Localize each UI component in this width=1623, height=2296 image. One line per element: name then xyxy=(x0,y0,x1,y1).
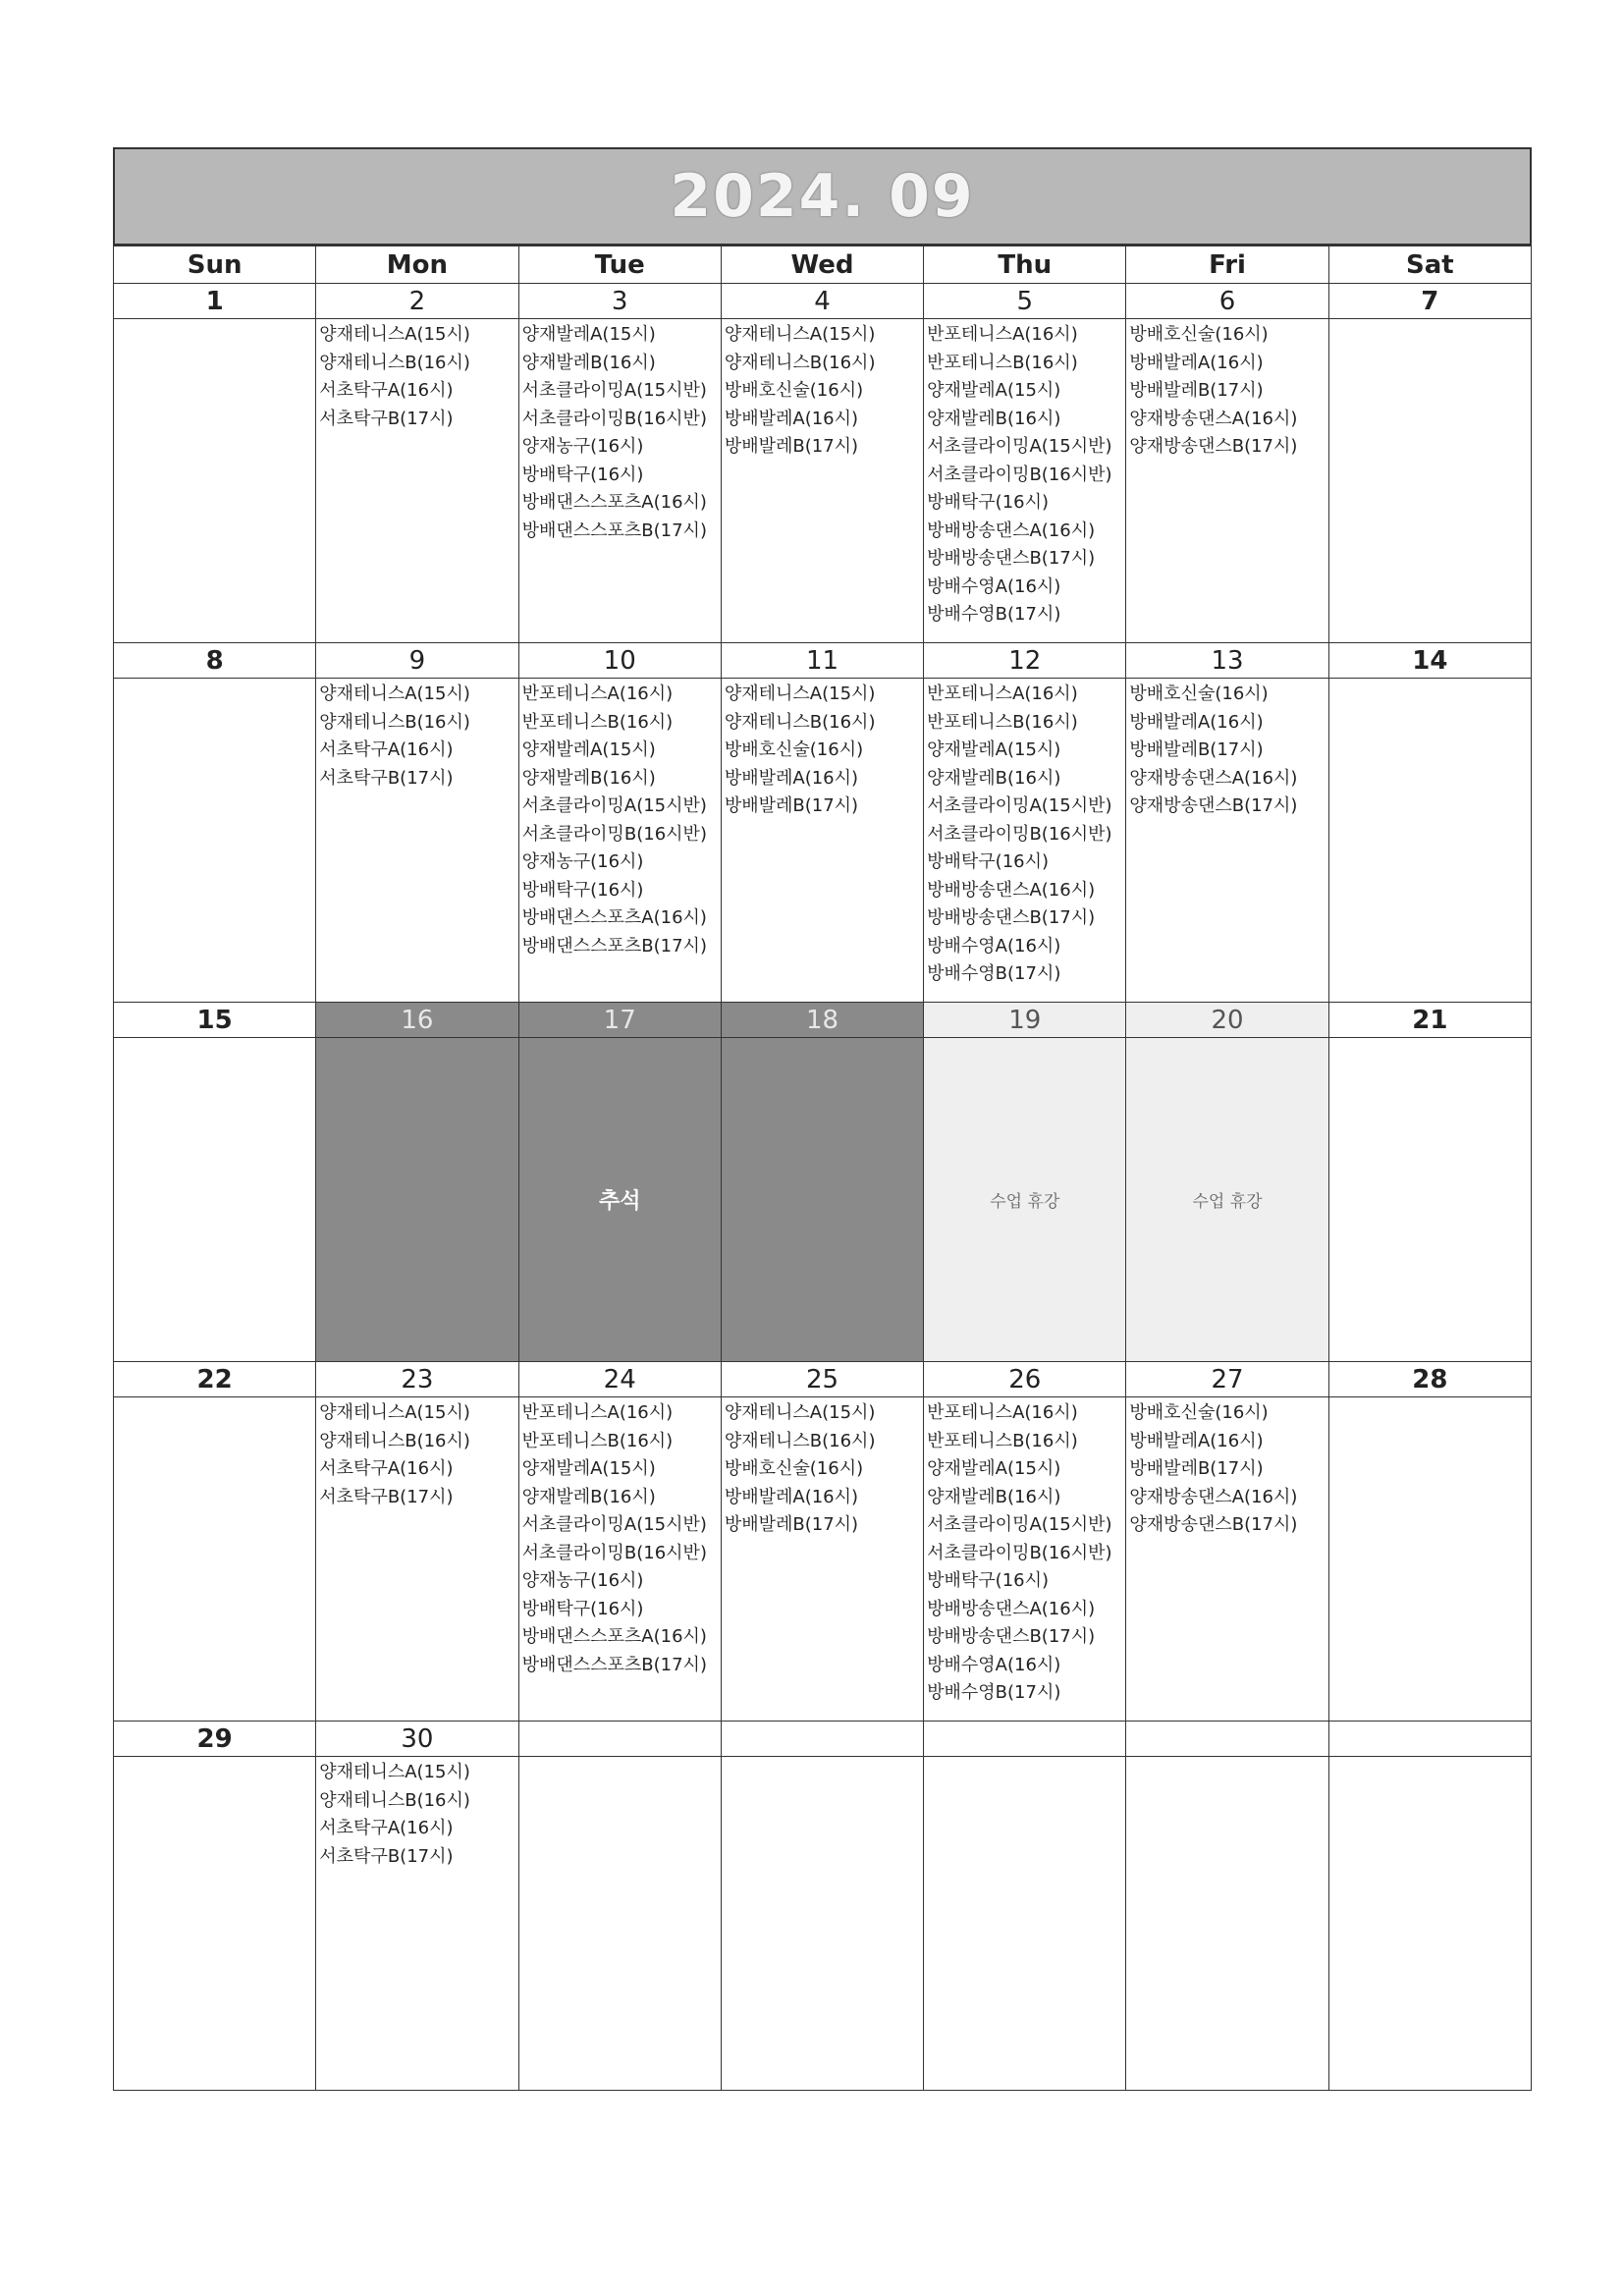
day-cell xyxy=(1126,319,1328,643)
class-item: 방배탁구(16시) xyxy=(521,464,644,485)
day-cell xyxy=(924,1757,1126,2091)
class-item: 양재농구(16시) xyxy=(521,436,644,457)
day-number: 12 xyxy=(924,643,1126,679)
title-bar xyxy=(113,147,1532,246)
class-item: 방배방송댄스B(17시) xyxy=(927,907,1096,928)
class-item: 양재발레A(15시) xyxy=(521,1458,656,1479)
class-item: 서초탁구B(17시) xyxy=(319,767,454,789)
day-number: 29 xyxy=(114,1722,316,1757)
class-item: 방배댄스스포츠B(17시) xyxy=(521,1654,707,1675)
class-item: 양재테니스B(16시) xyxy=(724,1430,876,1451)
class-item: 양재테니스B(16시) xyxy=(724,711,876,733)
day-cell xyxy=(316,1757,518,2091)
class-item: 방배수영A(16시) xyxy=(927,935,1061,957)
class-item: 양재발레B(16시) xyxy=(927,408,1061,429)
day-cell xyxy=(924,679,1126,1003)
day-number: 30 xyxy=(316,1722,518,1757)
class-item: 방배방송댄스A(16시) xyxy=(927,879,1096,901)
class-item: 반포테니스A(16시) xyxy=(927,1402,1078,1423)
class-item: 서초클라이밍A(15시반) xyxy=(927,1514,1112,1535)
class-item: 방배탁구(16시) xyxy=(521,1598,644,1619)
weekday-wed: Wed xyxy=(721,246,923,284)
day-cell xyxy=(1126,1038,1328,1362)
day-number: 24 xyxy=(518,1362,721,1397)
class-item: 방배발레A(16시) xyxy=(1129,352,1264,373)
class-item: 반포테니스B(16시) xyxy=(927,352,1078,373)
day-cell xyxy=(1126,1757,1328,2091)
class-item: 방배발레A(16시) xyxy=(724,408,859,429)
class-item: 방배방송댄스A(16시) xyxy=(927,519,1096,541)
class-item: 반포테니스B(16시) xyxy=(927,711,1078,733)
day-number: 17 xyxy=(518,1003,721,1038)
day-number: 16 xyxy=(316,1003,518,1038)
class-item: 반포테니스A(16시) xyxy=(521,683,674,704)
class-item: 양재방송댄스A(16시) xyxy=(1129,767,1298,789)
class-item: 방배발레B(17시) xyxy=(724,436,859,457)
day-cell xyxy=(518,1397,721,1722)
class-item: 양재테니스B(16시) xyxy=(319,1789,470,1811)
class-item: 방배탁구(16시) xyxy=(521,879,644,901)
day-number xyxy=(924,1722,1126,1757)
day-number: 2 xyxy=(316,284,518,319)
class-item: 방배호신술(16시) xyxy=(724,380,864,401)
class-item: 방배호신술(16시) xyxy=(1129,683,1269,704)
day-cell xyxy=(1328,1397,1531,1722)
class-item: 서초탁구B(17시) xyxy=(319,408,454,429)
class-item: 양재방송댄스B(17시) xyxy=(1129,795,1298,816)
class-item: 서초클라이밍B(16시반) xyxy=(521,823,707,845)
class-item: 서초탁구A(16시) xyxy=(319,739,454,760)
holiday-label: 추석 xyxy=(598,1189,641,1214)
class-item: 양재농구(16시) xyxy=(521,1570,644,1591)
weekday-tue: Tue xyxy=(518,246,721,284)
class-item: 방배탁구(16시) xyxy=(927,851,1050,872)
class-item: 방배호신술(16시) xyxy=(724,1458,864,1479)
week-day-number-row xyxy=(114,284,1532,319)
class-item: 방배수영A(16시) xyxy=(927,1654,1061,1675)
day-cell xyxy=(518,1757,721,2091)
class-item: 반포테니스B(16시) xyxy=(521,711,674,733)
class-item: 양재테니스B(16시) xyxy=(319,711,470,733)
class-item: 서초클라이밍B(16시반) xyxy=(927,1542,1112,1563)
weekday-header-row xyxy=(114,246,1532,284)
class-item: 반포테니스B(16시) xyxy=(521,1430,674,1451)
day-cell xyxy=(924,319,1126,643)
class-item: 방배댄스스포츠B(17시) xyxy=(521,519,707,541)
class-item: 양재테니스A(15시) xyxy=(724,324,876,345)
day-number: 8 xyxy=(114,643,316,679)
class-item: 방배댄스스포츠A(16시) xyxy=(521,492,707,513)
day-cell xyxy=(1328,679,1531,1003)
class-item: 서초탁구A(16시) xyxy=(319,1818,454,1838)
class-item: 방배방송댄스A(16시) xyxy=(927,1598,1096,1619)
class-item: 서초클라이밍B(16시반) xyxy=(521,408,707,429)
class-item: 방배탁구(16시) xyxy=(927,1570,1050,1591)
class-item: 서초클라이밍A(15시반) xyxy=(521,795,707,816)
day-number: 26 xyxy=(924,1362,1126,1397)
day-cell xyxy=(316,1038,518,1362)
day-number: 14 xyxy=(1328,643,1531,679)
day-number xyxy=(1328,1722,1531,1757)
class-item: 양재발레B(16시) xyxy=(521,1486,656,1507)
class-item: 양재발레A(15시) xyxy=(927,739,1061,760)
day-number: 3 xyxy=(518,284,721,319)
day-number: 15 xyxy=(114,1003,316,1038)
day-cell xyxy=(114,319,316,643)
class-item: 서초탁구B(17시) xyxy=(319,1486,454,1507)
class-item: 방배수영B(17시) xyxy=(927,604,1061,625)
class-item: 방배수영B(17시) xyxy=(927,1682,1061,1703)
day-number: 5 xyxy=(924,284,1126,319)
day-number: 28 xyxy=(1328,1362,1531,1397)
day-cell xyxy=(721,679,923,1003)
class-item: 방배발레A(16시) xyxy=(1129,1430,1264,1451)
class-break-label: 수업 휴강 xyxy=(1192,1192,1263,1212)
day-cell xyxy=(1126,679,1328,1003)
class-item: 양재테니스A(15시) xyxy=(319,1402,470,1423)
day-number xyxy=(721,1722,923,1757)
class-item: 서초탁구A(16시) xyxy=(319,1458,454,1479)
week-classes-row xyxy=(114,1397,1532,1722)
class-item: 양재발레A(15시) xyxy=(521,324,656,345)
class-item: 양재발레B(16시) xyxy=(521,352,656,373)
day-number: 4 xyxy=(721,284,923,319)
day-number: 7 xyxy=(1328,284,1531,319)
class-item: 방배발레A(16시) xyxy=(1129,711,1264,733)
class-item: 반포테니스A(16시) xyxy=(927,324,1078,345)
class-item: 양재방송댄스B(17시) xyxy=(1129,1514,1298,1535)
class-item: 양재발레A(15시) xyxy=(927,380,1061,401)
class-item: 서초클라이밍B(16시반) xyxy=(927,464,1112,485)
day-cell xyxy=(721,1397,923,1722)
day-cell xyxy=(316,319,518,643)
day-number: 10 xyxy=(518,643,721,679)
day-cell xyxy=(1328,319,1531,643)
class-item: 서초클라이밍A(15시반) xyxy=(927,795,1112,816)
class-item: 방배댄스스포츠B(17시) xyxy=(521,935,707,957)
class-item: 방배발레B(17시) xyxy=(724,795,859,816)
class-item: 양재농구(16시) xyxy=(521,851,644,872)
class-item: 서초클라이밍B(16시반) xyxy=(521,1542,707,1563)
class-item: 방배발레B(17시) xyxy=(724,1514,859,1535)
class-item: 방배발레A(16시) xyxy=(724,1486,859,1507)
day-cell xyxy=(518,319,721,643)
day-cell xyxy=(114,1757,316,2091)
day-number: 20 xyxy=(1126,1003,1328,1038)
class-item: 양재발레B(16시) xyxy=(927,767,1061,789)
class-item: 방배호신술(16시) xyxy=(1129,1402,1269,1423)
class-item: 방배탁구(16시) xyxy=(927,492,1050,513)
class-item: 양재테니스A(15시) xyxy=(724,683,876,704)
class-item: 방배발레B(17시) xyxy=(1129,739,1264,760)
day-number: 23 xyxy=(316,1362,518,1397)
class-item: 양재발레A(15시) xyxy=(927,1458,1061,1479)
class-item: 방배발레A(16시) xyxy=(724,767,859,789)
class-item: 양재테니스B(16시) xyxy=(724,352,876,373)
day-cell xyxy=(721,1757,923,2091)
week-classes-row xyxy=(114,1038,1532,1362)
class-item: 서초클라이밍A(15시반) xyxy=(521,380,707,401)
class-item: 양재방송댄스A(16시) xyxy=(1129,1486,1298,1507)
class-item: 양재테니스A(15시) xyxy=(319,683,470,704)
week-day-number-row xyxy=(114,1003,1532,1038)
day-cell xyxy=(518,679,721,1003)
class-item: 서초클라이밍B(16시반) xyxy=(927,823,1112,845)
day-cell xyxy=(316,1397,518,1722)
weekday-sun: Sun xyxy=(114,246,316,284)
class-item: 방배방송댄스B(17시) xyxy=(927,548,1096,569)
class-item: 방배댄스스포츠A(16시) xyxy=(521,1626,707,1647)
class-item: 양재발레A(15시) xyxy=(521,739,656,760)
week-day-number-row xyxy=(114,1722,1532,1757)
day-number: 18 xyxy=(721,1003,923,1038)
calendar-grid xyxy=(113,246,1532,2091)
day-number: 25 xyxy=(721,1362,923,1397)
class-item: 방배방송댄스B(17시) xyxy=(927,1626,1096,1647)
weekday-thu: Thu xyxy=(924,246,1126,284)
day-number xyxy=(518,1722,721,1757)
weekday-mon: Mon xyxy=(316,246,518,284)
weekday-fri: Fri xyxy=(1126,246,1328,284)
class-item: 방배발레B(17시) xyxy=(1129,380,1264,401)
class-item: 양재테니스B(16시) xyxy=(319,1430,470,1451)
day-cell xyxy=(316,679,518,1003)
class-item: 서초탁구A(16시) xyxy=(319,380,454,401)
class-item: 양재방송댄스A(16시) xyxy=(1129,408,1298,429)
class-item: 방배호신술(16시) xyxy=(724,739,864,760)
day-cell xyxy=(518,1038,721,1362)
class-item: 반포테니스A(16시) xyxy=(521,1402,674,1423)
day-cell xyxy=(114,1397,316,1722)
day-number: 27 xyxy=(1126,1362,1328,1397)
day-cell xyxy=(924,1038,1126,1362)
day-cell xyxy=(1126,1397,1328,1722)
day-number: 11 xyxy=(721,643,923,679)
class-item: 방배발레B(17시) xyxy=(1129,1458,1264,1479)
day-cell xyxy=(1328,1038,1531,1362)
class-item: 방배댄스스포츠A(16시) xyxy=(521,907,707,928)
class-item: 방배호신술(16시) xyxy=(1129,324,1269,345)
class-item: 서초클라이밍A(15시반) xyxy=(521,1514,707,1535)
day-number: 6 xyxy=(1126,284,1328,319)
class-item: 양재발레B(16시) xyxy=(927,1486,1061,1507)
day-number: 19 xyxy=(924,1003,1126,1038)
class-item: 반포테니스B(16시) xyxy=(927,1430,1078,1451)
day-cell xyxy=(114,1038,316,1362)
day-cell xyxy=(721,319,923,643)
day-cell xyxy=(114,679,316,1003)
day-number: 22 xyxy=(114,1362,316,1397)
class-item: 서초클라이밍A(15시반) xyxy=(927,436,1112,457)
calendar xyxy=(113,147,1532,2091)
week-classes-row xyxy=(114,1757,1532,2091)
calendar-title: 2024. 09 xyxy=(670,162,975,231)
day-number xyxy=(1126,1722,1328,1757)
week-day-number-row xyxy=(114,1362,1532,1397)
week-classes-row xyxy=(114,679,1532,1003)
class-item: 방배수영A(16시) xyxy=(927,575,1061,597)
class-item: 양재테니스A(15시) xyxy=(724,1402,876,1423)
day-number: 1 xyxy=(114,284,316,319)
class-item: 반포테니스A(16시) xyxy=(927,683,1078,704)
day-cell xyxy=(721,1038,923,1362)
class-item: 양재테니스A(15시) xyxy=(319,1762,470,1782)
day-number: 13 xyxy=(1126,643,1328,679)
class-item: 양재발레B(16시) xyxy=(521,767,656,789)
class-item: 양재테니스A(15시) xyxy=(319,324,470,345)
day-number: 9 xyxy=(316,643,518,679)
class-item: 서초탁구B(17시) xyxy=(319,1845,454,1867)
class-item: 양재방송댄스B(17시) xyxy=(1129,436,1298,457)
class-item: 방배수영B(17시) xyxy=(927,963,1061,984)
day-cell xyxy=(1328,1757,1531,2091)
day-number: 21 xyxy=(1328,1003,1531,1038)
class-item: 양재테니스B(16시) xyxy=(319,352,470,373)
weekday-sat: Sat xyxy=(1328,246,1531,284)
week-day-number-row xyxy=(114,643,1532,679)
week-classes-row xyxy=(114,319,1532,643)
class-break-label: 수업 휴강 xyxy=(990,1192,1060,1212)
day-cell xyxy=(924,1397,1126,1722)
